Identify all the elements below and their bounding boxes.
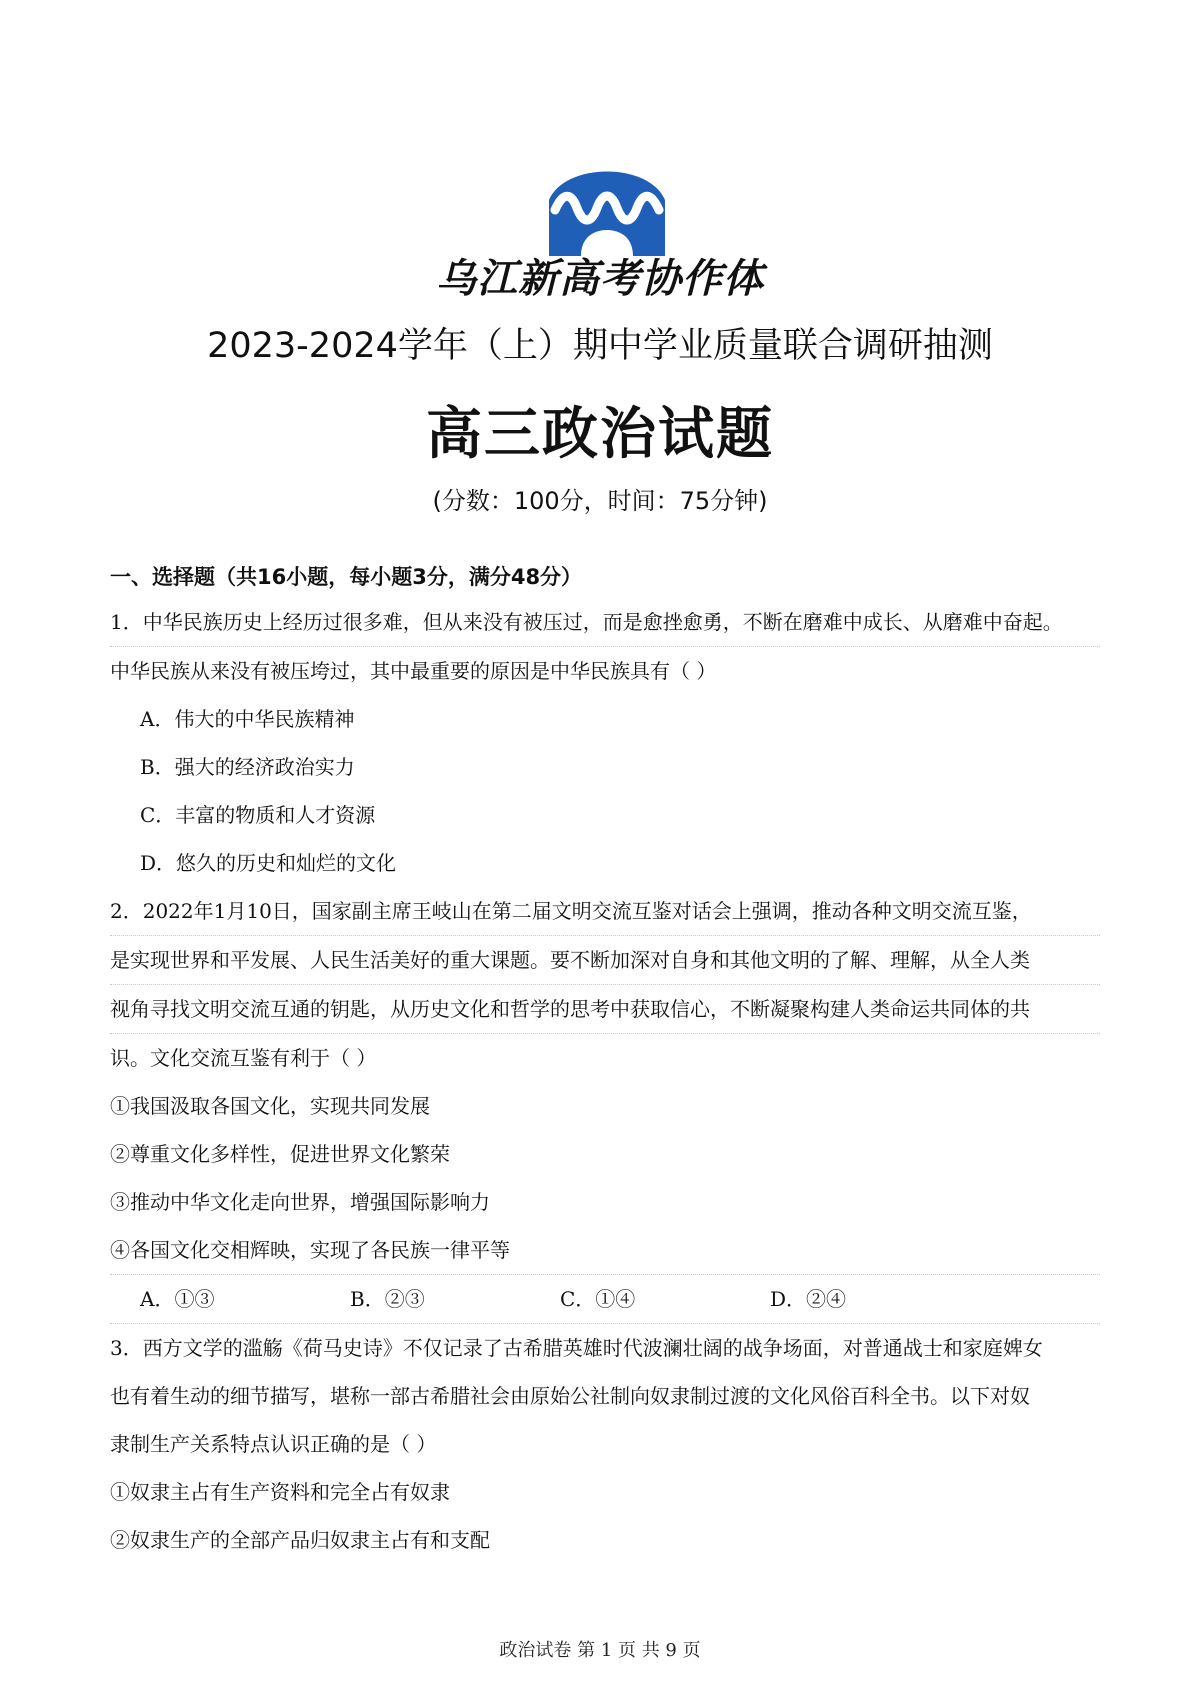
question-2-stem-line: 是实现世界和平发展、人民生活美好的重大课题。要不断加深对自身和其他文明的了解、理解，从全人类: [110, 936, 1100, 985]
question-2-stem-line: 2．2022年1月10日，国家副主席王岐山在第二届文明交流互鉴对话会上强调，推动各种文明交流互鉴，: [110, 887, 1100, 936]
question-2-stem-line: 识。文化交流互鉴有利于（ ）: [110, 1046, 377, 1070]
question-2-statement-2: ②尊重文化多样性，促进世界文化繁荣: [110, 1142, 450, 1166]
question-1-stem-line: 中华民族从来没有被压垮过，其中最重要的原因是中华民族具有（ ）: [110, 659, 717, 683]
question-3-stem-line: 3．西方文学的滥觞《荷马史诗》不仅记录了古希腊英雄时代波澜壮阔的战争场面，对普通战士和家庭婢女: [110, 1336, 1043, 1360]
question-1-option-c: C．丰富的物质和人才资源: [140, 803, 376, 827]
exam-subtitle: 2023-2024学年（上）期中学业质量联合调研抽测: [207, 326, 993, 366]
org-name: 乌江新高考协作体: [436, 256, 764, 302]
page-title: 高三政治试题: [426, 402, 774, 467]
question-2-statement-1: ①我国汲取各国文化，实现共同发展: [110, 1094, 430, 1118]
page-footer: 政治试卷 第 1 页 共 9 页: [499, 1640, 701, 1661]
question-3-stem-line: 隶制生产关系特点认识正确的是（ ）: [110, 1432, 437, 1456]
question-3-stem-line: 也有着生动的细节描写，堪称一部古希腊社会由原始公社制向奴隶制过渡的文化风俗百科全书。以下对奴: [110, 1384, 1030, 1408]
question-2-stem-line: 视角寻找文明交流互通的钥匙，从历史文化和哲学的思考中获取信心，不断凝聚构建人类命运共同体的共: [110, 985, 1100, 1034]
question-3-statement-1: ①奴隶主占有生产资料和完全占有奴隶: [110, 1480, 450, 1504]
question-2-option-d: D．②④: [770, 1287, 847, 1311]
question-2-statement-3: ③推动中华文化走向世界，增强国际影响力: [110, 1190, 490, 1214]
score-time-info: (分数：100分，时间：75分钟): [432, 487, 768, 515]
question-1-option-a: A．伟大的中华民族精神: [140, 707, 355, 731]
question-1-option-d: D．悠久的历史和灿烂的文化: [140, 851, 397, 875]
section-heading: 一、选择题（共16小题，每小题3分，满分48分）: [110, 565, 583, 589]
question-2-option-b: B．②③: [350, 1287, 425, 1311]
wavy-arch-logo-icon: [545, 160, 669, 260]
question-2-option-c: C．①④: [560, 1287, 636, 1311]
question-2-statement-4: ④各国文化交相辉映，实现了各民族一律平等: [110, 1226, 1100, 1275]
question-1-stem-line: 1．中华民族历史上经历过很多难，但从来没有被压过，而是愈挫愈勇，不断在磨难中成长、从磨难中奋起。: [110, 598, 1100, 647]
question-2-option-a: A．①③: [140, 1287, 215, 1311]
question-3-statement-2: ②奴隶生产的全部产品归奴隶主占有和支配: [110, 1528, 490, 1552]
question-1-option-b: B．强大的经济政治实力: [140, 755, 355, 779]
questions-area: [110, 556, 1100, 1564]
question-2-options-row: [110, 1275, 1100, 1324]
